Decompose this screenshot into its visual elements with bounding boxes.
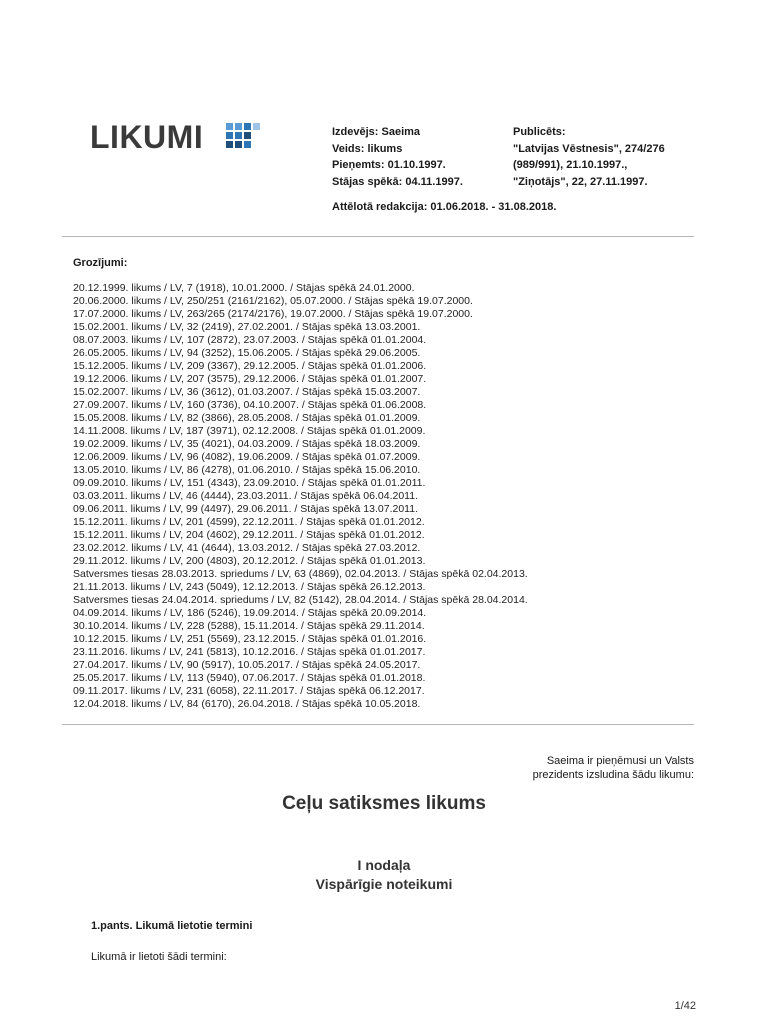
amendment-item: 29.11.2012. likums / LV, 200 (4803), 20.12.2012. / Stājas spēkā 01.01.2013. <box>73 555 426 567</box>
publisher: Izdevējs: Saeima <box>332 126 421 138</box>
amendment-item: 15.02.2007. likums / LV, 36 (3612), 01.03.2007. / Stājas spēkā 15.03.2007. <box>73 386 421 398</box>
amendment-item: 19.12.2006. likums / LV, 207 (3575), 29.12.2006. / Stājas spēkā 01.01.2007. <box>73 373 427 385</box>
published-line: (989/991), 21.10.1997., <box>513 159 628 171</box>
amendment-item: 04.09.2014. likums / LV, 186 (5246), 19.09.2014. / Stājas spēkā 20.09.2014. <box>73 607 427 619</box>
effective-date: Stājas spēkā: 04.11.1997. <box>332 175 463 188</box>
logo-square <box>235 141 242 148</box>
amendment-item: 20.12.1999. likums / LV, 7 (1918), 10.01.2000. / Stājas spēkā 24.01.2000. <box>73 282 415 294</box>
amendment-item: 21.11.2013. likums / LV, 243 (5049), 12.12.2013. / Stājas spēkā 26.12.2013. <box>73 581 426 593</box>
published-line: "Ziņotājs", 22, 27.11.1997. <box>513 175 648 188</box>
published-line: "Latvijas Vēstnesis", 274/276 <box>513 142 665 155</box>
amendment-item: 09.09.2010. likums / LV, 151 (4343), 23.09.2010. / Stājas spēkā 01.01.2011. <box>73 477 426 489</box>
amendment-item: 10.12.2015. likums / LV, 251 (5569), 23.12.2015. / Stājas spēkā 01.01.2016. <box>73 633 427 645</box>
amendment-item: 09.06.2011. likums / LV, 99 (4497), 29.06.2011. / Stājas spēkā 13.07.2011. <box>73 503 418 515</box>
amendment-item: Satversmes tiesas 24.04.2014. spriedums / LV, 82 (5142), 28.04.2014. / Stājas spēkā 28.04.2014. <box>73 594 528 606</box>
logo-square <box>253 123 260 130</box>
document-type: Veids: likums <box>332 142 403 155</box>
chapter-heading <box>0 856 768 894</box>
amendment-item: 27.04.2017. likums / LV, 90 (5917), 10.05.2017. / Stājas spēkā 24.05.2017. <box>73 659 421 671</box>
logo-square <box>244 132 251 139</box>
logo-square <box>244 123 251 130</box>
amendment-item: 26.05.2005. likums / LV, 94 (3252), 15.06.2005. / Stājas spēkā 29.06.2005. <box>73 347 421 359</box>
document-meta-right <box>513 124 665 190</box>
enactment-line: Saeima ir pieņēmusi un Valsts <box>546 755 694 767</box>
logo-text: LIKUMI <box>90 119 204 155</box>
enactment-formula <box>533 754 694 782</box>
amendment-item: 15.12.2011. likums / LV, 201 (4599), 22.12.2011. / Stājas spēkā 01.01.2012. <box>73 516 425 528</box>
amendment-item: 15.12.2005. likums / LV, 209 (3367), 29.12.2005. / Stājas spēkā 01.01.2006. <box>73 360 427 372</box>
amendment-item: 25.05.2017. likums / LV, 113 (5940), 07.06.2017. / Stājas spēkā 01.01.2018. <box>73 672 426 684</box>
amendment-item: 03.03.2011. likums / LV, 46 (4444), 23.03.2011. / Stājas spēkā 06.04.2011. <box>73 490 418 502</box>
chapter-number: I nodaļa <box>357 857 411 873</box>
page-number: 1/42 <box>674 1000 696 1012</box>
logo-square <box>235 123 242 130</box>
likumi-logo <box>90 120 270 154</box>
document-meta-left <box>332 124 463 190</box>
logo-square <box>235 132 242 139</box>
logo-square <box>226 123 233 130</box>
amendment-item: 19.02.2009. likums / LV, 35 (4021), 04.03.2009. / Stājas spēkā 18.03.2009. <box>73 438 421 450</box>
amendment-item: 23.02.2012. likums / LV, 41 (4644), 13.03.2012. / Stājas spēkā 27.03.2012. <box>73 542 421 554</box>
amendment-item: 15.02.2001. likums / LV, 32 (2419), 27.02.2001. / Stājas spēkā 13.03.2001. <box>73 321 421 333</box>
amendment-item: 15.12.2011. likums / LV, 204 (4602), 29.12.2011. / Stājas spēkā 01.01.2012. <box>73 529 425 541</box>
logo-square <box>244 141 251 148</box>
logo-square <box>226 141 233 148</box>
logo-squares-icon <box>226 123 266 151</box>
amendment-item: 08.07.2003. likums / LV, 107 (2872), 23.07.2003. / Stājas spēkā 01.01.2004. <box>73 334 427 346</box>
amendments-title: Grozījumi: <box>73 257 128 269</box>
divider <box>62 724 694 725</box>
amendment-item: 09.11.2017. likums / LV, 231 (6058), 22.11.2017. / Stājas spēkā 06.12.2017. <box>73 685 425 697</box>
amendment-item: 27.09.2007. likums / LV, 160 (3736), 04.10.2007. / Stājas spēkā 01.06.2008. <box>73 399 427 411</box>
amendment-item: 20.06.2000. likums / LV, 250/251 (2161/2162), 05.07.2000. / Stājas spēkā 19.07.2000. <box>73 295 473 307</box>
divider <box>62 236 694 237</box>
chapter-title: Vispārīgie noteikumi <box>315 876 453 892</box>
amendment-item: 14.11.2008. likums / LV, 187 (3971), 02.12.2008. / Stājas spēkā 01.01.2009. <box>73 425 426 437</box>
enactment-line: prezidents izsludina šādu likumu: <box>532 769 694 781</box>
amendments-list <box>73 282 528 711</box>
amendment-item: 12.04.2018. likums / LV, 84 (6170), 26.04.2018. / Stājas spēkā 10.05.2018. <box>73 698 421 710</box>
amendment-item: 17.07.2000. likums / LV, 263/265 (2174/2176), 19.07.2000. / Stājas spēkā 19.07.2000. <box>73 308 473 320</box>
article-heading: 1.pants. Likumā lietotie termini <box>91 920 253 932</box>
logo-square <box>226 132 233 139</box>
amendment-item: 23.11.2016. likums / LV, 241 (5813), 10.12.2016. / Stājas spēkā 01.01.2017. <box>73 646 426 658</box>
amendment-item: 30.10.2014. likums / LV, 228 (5288), 15.11.2014. / Stājas spēkā 29.11.2014. <box>73 620 425 632</box>
published-label: Publicēts: <box>513 126 566 138</box>
adopted-date: Pieņemts: 01.10.1997. <box>332 159 446 171</box>
amendment-item: 13.05.2010. likums / LV, 86 (4278), 01.06.2010. / Stājas spēkā 15.06.2010. <box>73 464 421 476</box>
amendment-item: Satversmes tiesas 28.03.2013. spriedums / LV, 63 (4869), 02.04.2013. / Stājas spēkā 02.04.2013. <box>73 568 528 580</box>
amendment-item: 15.05.2008. likums / LV, 82 (3866), 28.05.2008. / Stājas spēkā 01.01.2009. <box>73 412 421 424</box>
amendment-item: 12.06.2009. likums / LV, 96 (4082), 19.06.2009. / Stājas spēkā 01.07.2009. <box>73 451 421 463</box>
displayed-edition: Attēlotā redakcija: 01.06.2018. - 31.08.2018. <box>332 201 557 213</box>
law-title: Ceļu satiksmes likums <box>282 793 486 814</box>
article-paragraph: Likumā ir lietoti šādi termini: <box>91 951 227 963</box>
